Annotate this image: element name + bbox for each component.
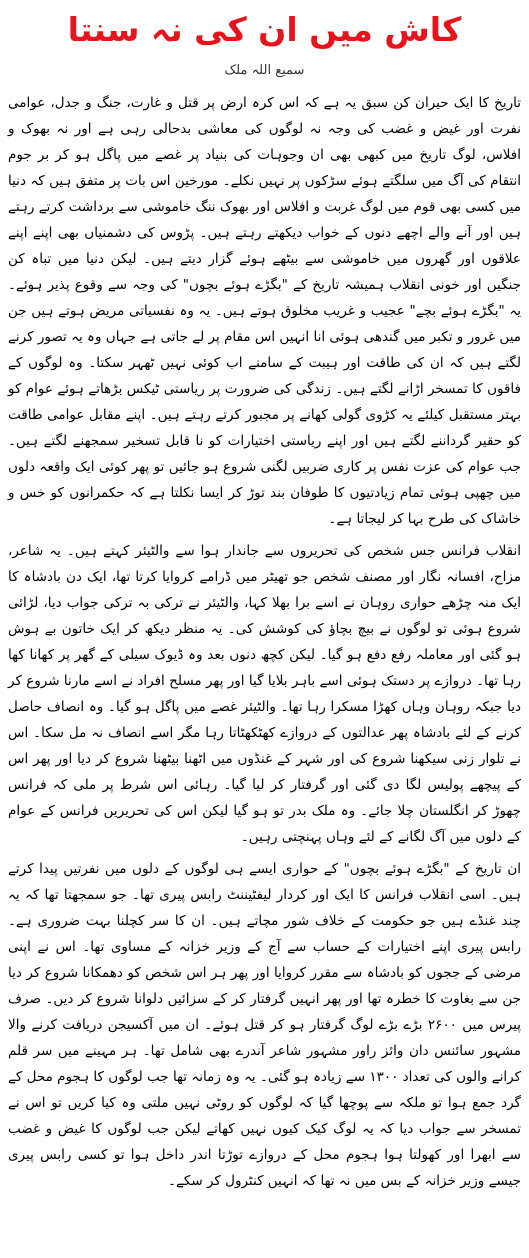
article-body xyxy=(8,90,521,1194)
article-paragraph-1: تاریخ کا ایک حیران کن سبق یہ ہے کہ اس کرہ ارض پر قتل و غارت، جنگ و جدل، عوامی نفرت اور غیض و غضب کی وجہ نہ لوگوں کی معاشی بدحالی رہی ہے اور نہ بھوک و افلاس، لوگ تاریخ میں کبھی بھی ان وجوہات کی بنیاد پر غصے میں پاگل ہو کر بر جوم انتقام کی آگ میں سلگتے ہوئے سڑکوں پر نہیں نکلے۔ مورخین اس بات پر متفق ہیں کہ دنیا میں کسی بھی قوم میں لوگ غربت و افلاس اور بھوک ننگ خاموشی سے برداشت کرتے رہتے ہیں اور آنے والے اچھے دنوں کے خواب دیکھتے رہتے ہیں۔ پڑوس کی دشمنیاں بھی اپنے اپنے علاقوں اور گھروں میں خاموشی سے بیٹھے ہوئے گزار دیتے ہیں۔ لیکن دنیا میں تباہ کن جنگیں اور خونی انقلاب ہمیشہ تاریخ کے "بگڑے ہوئے بچوں" کی وجہ سے وقوع پذیر ہوئے۔ یہ "بگڑے ہوئے بچے" عجیب و غریب مخلوق ہوتے ہیں۔ یہ وہ نفسیاتی مریض ہوتے ہیں جن میں غرور و تکبر میں گندھی ہوئی انا انہیں اس مقام پر لے جاتی ہے جہاں وہ یہ تصور کرنے لگتے ہیں کہ ان کی طاقت اور ہیبت کے سامنے اب کوئی نہیں ٹھہر سکتا۔ وہ لوگوں کے فاقوں کا تمسخر اڑانے لگتے ہیں۔ زندگی کی ضرورت پر ریاستی ٹیکس بڑھاتے ہوئے عوام کو بہتر مستقبل کیلئے یہ کڑوی گولی کھانے پر مجبور کرتے رہتے ہیں۔ اپنے مقابل عوامی طاقت کو حقیر گرداننے لگتے ہیں اور اپنے ریاستی اختیارات کو نا قابل تسخیر سمجھنے لگتے ہیں۔ جب عوام کی عزت نفس پر کاری ضربیں لگنی شروع ہو جائیں تو پھر کوئی ایک واقعہ دلوں میں چھپی ہوئی تمام زیادتیوں کا طوفان بند توڑ کر ایسا نکلتا ہے کہ حکمرانوں کو خس و خاشاک کی طرح بہا کر لیجاتا ہے۔ xyxy=(8,95,521,527)
author-byline: سمیع اللہ ملک xyxy=(224,63,305,78)
article-paragraph-2: انقلاب فرانس جس شخص کی تحریروں سے جاندار ہوا سے والٹیئر کہتے ہیں۔ یہ شاعر، مزاح، افسانہ نگار اور مصنف شخص جو تھیٹر میں ڈرامے کروایا کرتا تھا، ایک دن بادشاہ کا ایک منہ چڑھے حواری روہان نے اسے برا بھلا کہا، والٹیئر نے ترکی بہ ترکی جواب دیا، لڑائی شروع ہوئی تو لوگوں نے بیچ بچاؤ کی کوشش کی۔ یہ منظر دیکھ کر ایک خاتون بے ہوش ہو گئی اور معاملہ رفع دفع ہو گیا۔ لیکن کچھ دنوں بعد وہ ڈیوک سیلی کے گھر پر کھانا کھا رہا تھا۔ دروازے پر دستک ہوئی اسے باہر بلایا گیا اور پھر مسلح افراد نے اسے مارنا شروع کر دیا جبکہ روہان وہاں کھڑا مسکرا رہا تھا۔ والٹیئر غصے میں پاگل ہو گیا۔ وہ انصاف حاصل کرنے کے لئے بادشاہ پھر عدالتوں کے دروازے کھٹکھٹاتا رہا مگر اسے انصاف نہ مل سکا۔ اس نے تلوار زنی سیکھنا شروع کی اور شہر کے غنڈوں میں اٹھنا بیٹھنا شروع کر دیا اور پھر اس کے پیچھے پولیس لگا دی گئی اور گرفتار کر لیا گیا۔ رہائی اس شرط پر ملی کہ فرانس چھوڑ کر انگلستان چلا جائے۔ وہ ملک بدر تو ہو گیا لیکن اس کی تحریریں فرانس کے عوام کے دلوں میں آگ لگانے کے لئے وہاں پہنچتی رہیں۔ xyxy=(8,543,521,845)
article-paragraph-3: ان تاریخ کے "بگڑے ہوئے بچوں" کے حواری ایسے ہی لوگوں کے دلوں میں نفرتیں پیدا کرتے ہیں۔ اسی انقلاب فرانس کا ایک اور کردار لیفٹیننٹ رابس پیری تھا۔ جو سمجھتا تھا کہ یہ چند غنڈے ہیں جو حکومت کے خلاف شور مچاتے ہیں۔ ان کا سر کچلنا بہت ضروری ہے۔ رابس پیری اپنے اختیارات کے حساب سے آج کے وزیر خزانہ کے مساوی تھا۔ اس نے اپنی مرضی کے ججوں کو بادشاہ سے مقرر کروایا اور پھر ہر اس شخص کو دھمکانا شروع کر دیا جن سے بغاوت کا خطرہ تھا اور پھر انہیں گرفتار کر کے سزائیں دلوانا شروع کر دیں۔ صرف پیرس میں ۲۶۰۰ بڑے بڑے لوگ گرفتار ہو کر قتل ہوئے۔ ان میں آکسیجن دریافت کرنے والا مشہور سائنس دان وائز راور مشہور شاعر آندرے بھی شامل تھا۔ ہر مہینے میں سر قلم کرانے والوں کی تعداد ۱۳۰۰ سے زیادہ ہو گئی۔ یہ وہ زمانہ تھا جب لوگوں کا ہجوم محل کے گرد جمع ہوا تو ملکہ سے پوچھا گیا کہ لوگوں کو روٹی نہیں ملتی وہ کیا کریں تو اس نے تمسخر سے جواب دیا کہ یہ لوگ کیک کیوں نہیں کھاتے لیکن جب لوگوں کا غیض و غضب سے ابھرا اور کھولتا ہوا ہجوم محل کے دروازے توڑتا اندر داخل ہوا تو کسی رابس پیری جیسے وزیر خزانہ کے بس میں نہ تھا کہ انہیں کنٹرول کر سکے۔ xyxy=(8,861,521,1189)
article-title: کاش میں ان کی نہ سنتا xyxy=(67,10,462,49)
